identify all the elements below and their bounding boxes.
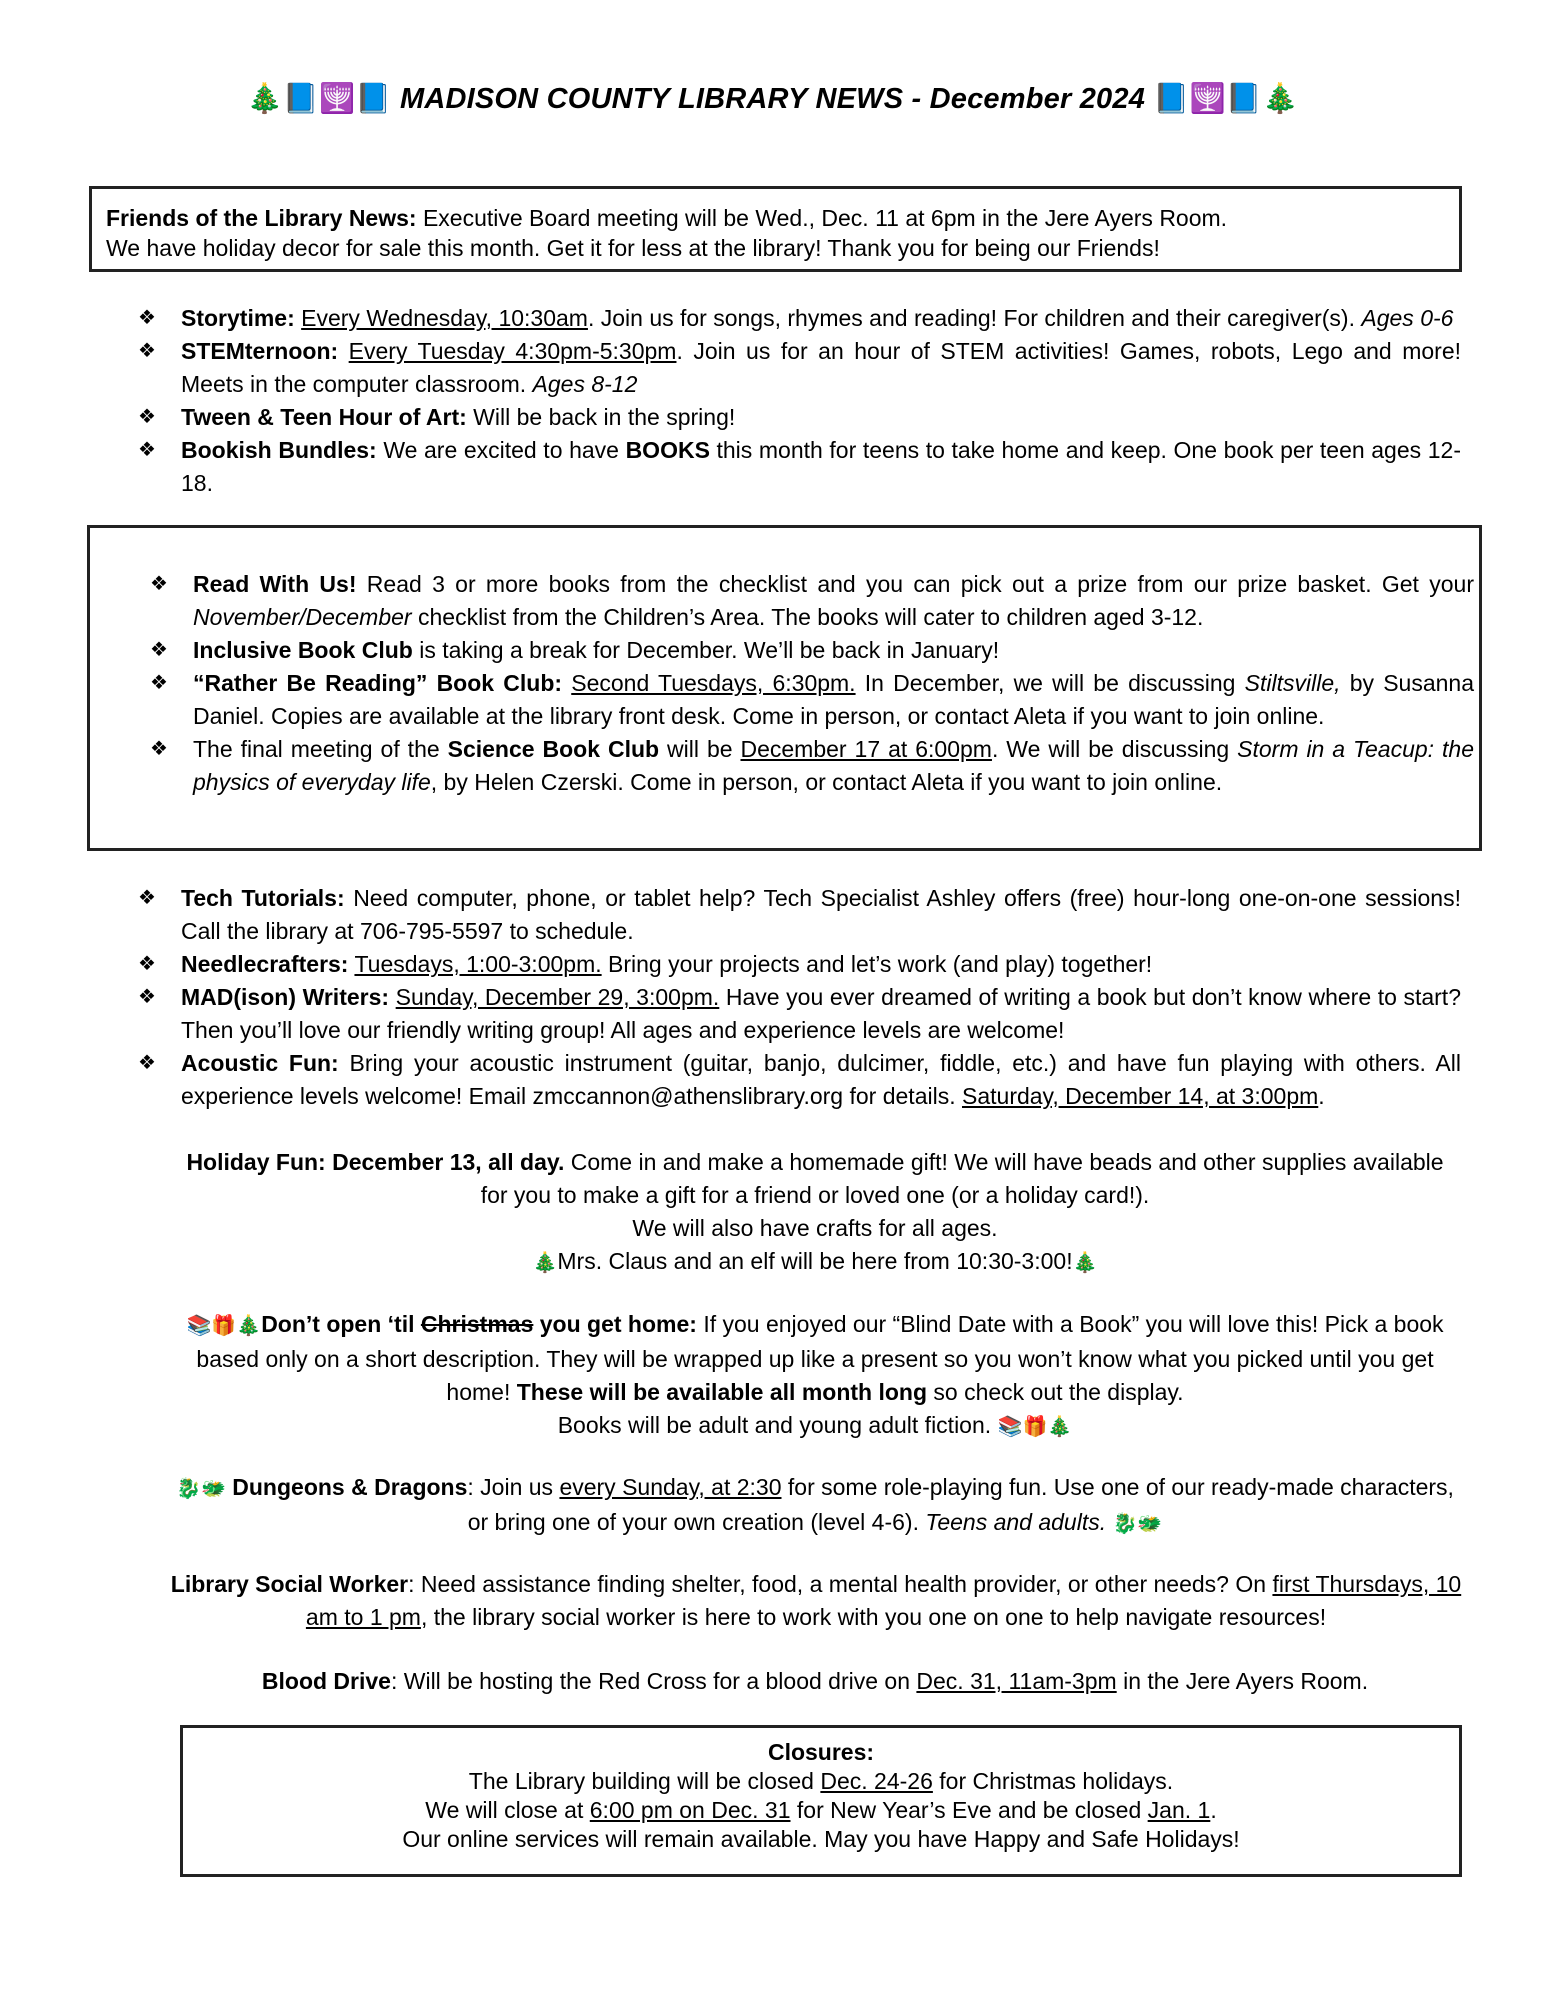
diamond-bullet-icon: ❖ <box>150 573 168 595</box>
dont-open-section: 📚🎁🎄Don’t open ‘til Christmas you get home: If you enjoyed our “Blind Date with a Book” you will love this! Pick a book based only on a short description. They will be wrapped up like a present so you won’t know what you picked until you get home! These will be available all month long so check out the display. Books will be adult and young adult fiction. 📚🎁🎄 <box>186 1311 1444 1438</box>
diamond-bullet-icon: ❖ <box>138 887 156 909</box>
list-item-tech: ❖ Tech Tutorials: Need computer, phone, or tablet help? Tech Specialist Ashley offers (free) hour-long one-on-one sessions! Call the library at 706-795-5597 to schedule. <box>138 882 1461 948</box>
diamond-bullet-icon: ❖ <box>138 340 156 362</box>
closures-title: Closures: <box>767 1739 875 1765</box>
list-item-needlecrafters: ❖ Needlecrafters: Tuesdays, 1:00-3:00pm. Bring your projects and let’s work (and play) together! <box>138 948 1461 981</box>
dragon-icons: 🐉🐲 <box>176 1478 226 1500</box>
dungeons-dragons-section: 🐉🐲 Dungeons & Dragons: Join us every Sunday, at 2:30 for some role-playing fun. Use one of our ready-made characters, or bring one of your own creation (level 4-6). Teens and adults. 🐉🐲 <box>176 1474 1454 1535</box>
holiday-icons-left: 🎄📘🕎📘 <box>246 83 392 115</box>
holiday-icons-right: 📘🕎📘🎄 <box>1153 83 1299 115</box>
list-item-tween: ❖ Tween & Teen Hour of Art: Will be back in the spring! <box>138 401 1461 434</box>
list-item-read-with-us: ❖ Read With Us! Read 3 or more books from the checklist and you can pick out a prize from our prize basket. Get your November/December checklist from the Children’s Area. The books will cater to children aged 3-12. <box>150 568 1474 634</box>
programs-list-3 <box>138 882 1461 1113</box>
newsletter-title <box>0 82 1545 116</box>
books-gift-tree-icons: 📚🎁🎄 <box>997 1416 1073 1438</box>
list-item-stem: ❖ STEMternoon: Every Tuesday 4:30pm-5:30pm. Join us for an hour of STEM activities! Games, robots, Lego and more! Meets in the computer classroom. Ages 8-12 <box>138 335 1461 401</box>
diamond-bullet-icon: ❖ <box>138 1052 156 1074</box>
title-text: MADISON COUNTY LIBRARY NEWS - December 2024 <box>399 83 1146 115</box>
diamond-bullet-icon: ❖ <box>150 738 168 760</box>
programs-list-1 <box>138 302 1461 500</box>
holiday-fun-section: Holiday Fun: December 13, all day. Come in and make a homemade gift! We will have beads and other supplies available for you to make a gift for a friend or loved one (or a holiday card!). We will also have crafts for all ages. 🎄Mrs. Claus and an elf will be here from 10:30-3:00!🎄 <box>186 1149 1444 1274</box>
diamond-bullet-icon: ❖ <box>150 639 168 661</box>
diamond-bullet-icon: ❖ <box>138 406 156 428</box>
tree-icon: 🎄 <box>532 1252 558 1274</box>
blood-drive-section: Blood Drive: Will be hosting the Red Cross for a blood drive on Dec. 31, 11am-3pm in the Jere Ayers Room. <box>261 1668 1369 1694</box>
dragon-icons: 🐉🐲 <box>1112 1513 1163 1535</box>
diamond-bullet-icon: ❖ <box>150 672 168 694</box>
list-item-storytime: ❖ Storytime: Every Wednesday, 10:30am. Join us for songs, rhymes and reading! For children and their caregiver(s). Ages 0-6 <box>138 302 1461 335</box>
friends-box <box>89 186 1462 272</box>
list-item-acoustic: ❖ Acoustic Fun: Bring your acoustic instrument (guitar, banjo, dulcimer, fiddle, etc.) and have fun playing with others. All experience levels welcome! Email zmccannon@athenslibrary.org for details. Saturday, December 14, at 3:00pm. <box>138 1047 1461 1113</box>
list-item-rather-be-reading: ❖ “Rather Be Reading” Book Club: Second Tuesdays, 6:30pm. In December, we will be discussing Stiltsville, by Susanna Daniel. Copies are available at the library front desk. Come in person, or contact Aleta if you want to join online. <box>150 667 1474 733</box>
diamond-bullet-icon: ❖ <box>138 439 156 461</box>
diamond-bullet-icon: ❖ <box>138 307 156 329</box>
closures-box: Closures: The Library building will be closed Dec. 24-26 for Christmas holidays. We will close at 6:00 pm on Dec. 31 for New Year’s Eve and be closed Jan. 1. Our online services will remain available. May you have Happy and Safe Holidays! <box>180 1725 1462 1877</box>
programs-list-2 <box>150 568 1474 799</box>
diamond-bullet-icon: ❖ <box>138 953 156 975</box>
books-gift-tree-icons: 📚🎁🎄 <box>186 1315 262 1337</box>
list-item-bookish: ❖ Bookish Bundles: We are excited to have BOOKS this month for teens to take home and keep. One book per teen ages 12-18. <box>138 434 1461 500</box>
friends-label: Friends of the Library News: <box>106 205 417 231</box>
list-item-writers: ❖ MAD(ison) Writers: Sunday, December 29, 3:00pm. Have you ever dreamed of writing a book but don’t know where to start? Then you’ll love our friendly writing group! All ages and experience levels are welcome! <box>138 981 1461 1047</box>
friends-line2: We have holiday decor for sale this month. Get it for less at the library! Thank you for being our Friends! <box>106 235 1160 261</box>
diamond-bullet-icon: ❖ <box>138 986 156 1008</box>
social-worker-section: Library Social Worker: Need assistance finding shelter, food, a mental health provider, or other needs? On first Thursdays, 10 am to 1 pm, the library social worker is here to work with you one on one to help navigate resources! <box>170 1571 1462 1630</box>
tree-icon: 🎄 <box>1072 1252 1098 1274</box>
list-item-inclusive: ❖ Inclusive Book Club is taking a break for December. We’ll be back in January! <box>150 634 1474 667</box>
list-item-science-club: ❖ The final meeting of the Science Book Club will be December 17 at 6:00pm. We will be discussing Storm in a Teacup: the physics of everyday life, by Helen Czerski. Come in person, or contact Aleta if you want to join online. <box>150 733 1474 799</box>
friends-line1: Executive Board meeting will be Wed., Dec. 11 at 6pm in the Jere Ayers Room. <box>416 205 1228 231</box>
